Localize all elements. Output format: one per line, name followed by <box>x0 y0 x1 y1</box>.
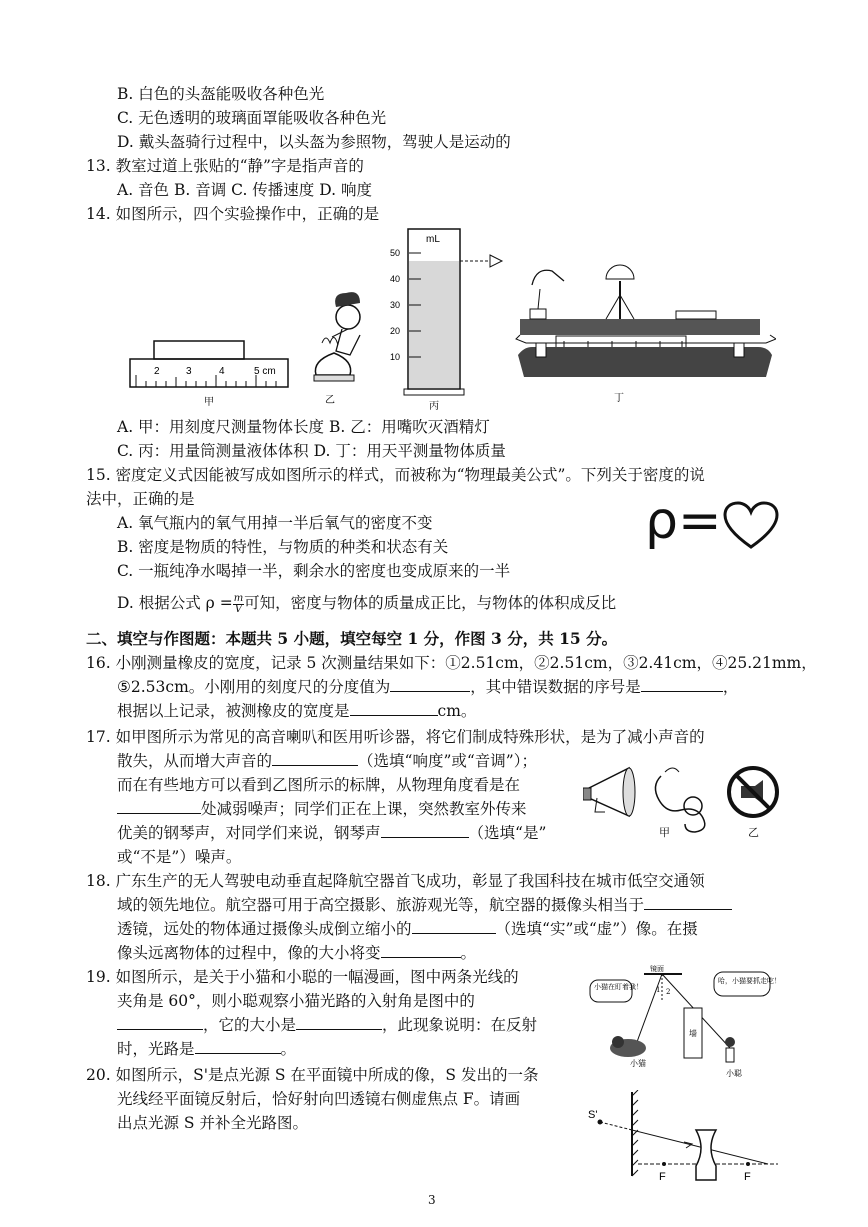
q19-line-2: 夹角是 60°，则小聪观察小猫光路的入射角是图中的 <box>117 992 475 1010</box>
q19-figure-svg <box>588 962 783 1080</box>
q16-line-2 <box>117 676 738 698</box>
concave-lens <box>696 1130 716 1180</box>
mirror-label: 镜面 <box>650 966 664 973</box>
cyl-tick-20: 20 <box>390 326 401 336</box>
cyl-tick-50: 50 <box>390 248 401 258</box>
q20-line-1: 20. 如图所示，S'是点光源 S 在平面镜中所成的像，S 发出的一条 <box>86 1066 539 1084</box>
q17-label-jia: 甲 <box>659 826 670 839</box>
cyl-tick-10: 10 <box>390 352 401 362</box>
q19-line-1: 19. 如图所示，是关于小猫和小聪的一幅漫画，图中两条光线的 <box>86 968 519 986</box>
q20-figure-svg <box>588 1090 783 1185</box>
q14-figure <box>126 225 776 420</box>
q14-options-cd: C. 丙：用量筒测量液体体积 D. 丁：用天平测量物体质量 <box>117 442 506 460</box>
q17-blank-loudness[interactable] <box>272 750 358 766</box>
q16-text-c: ， <box>722 678 739 696</box>
q19-line-4 <box>117 1038 296 1060</box>
alcohol-lamp-diagram <box>314 292 360 406</box>
ruler-tick-3: 3 <box>186 366 192 377</box>
q20-line-3: 出点光源 S 并补全光路图。 <box>117 1114 308 1132</box>
cat-icon <box>610 1036 646 1057</box>
focus-right-label: F <box>744 1171 751 1183</box>
cylinder-unit: mL <box>426 234 440 245</box>
q18-line-1: 18. 广东生产的无人驾驶电动垂直起降航空器首飞成功，彰显了我国科技在城市低空交通领 <box>86 872 705 890</box>
q15-option-c: C. 一瓶纯净水喝掉一半，剩余水的密度也变成原来的一半 <box>117 562 511 580</box>
q15-option-a: A. 氧气瓶内的氧气用掉一半后氧气的密度不变 <box>117 514 433 532</box>
q16-blank-resolution[interactable] <box>390 676 470 692</box>
q18-text-e: 。 <box>460 944 477 962</box>
ruler-diagram <box>130 341 288 408</box>
q17-text-e: （选填“是” <box>468 824 547 842</box>
bubble-left-text: 小猫在盯着我！ <box>594 984 643 991</box>
megaphone-icon <box>583 768 635 816</box>
q17-text-a: 散失，从而增大声音的 <box>117 752 273 770</box>
q17-line-5 <box>117 822 546 844</box>
cat-label: 小猫 <box>630 1059 646 1068</box>
label-ding: 丁 <box>614 393 624 404</box>
fraction-denominator: V <box>234 603 243 615</box>
label-yi: 乙 <box>325 395 335 406</box>
q19-text-a: ，它的大小是 <box>203 1016 297 1034</box>
q20-line-2: 光线经平面镜反射后，恰好射向凹透镜右侧虚焦点 F。请画 <box>117 1090 521 1108</box>
fraction-numerator: m <box>233 592 244 604</box>
q16-line-3 <box>117 700 476 722</box>
label-jia: 甲 <box>204 397 214 408</box>
q18-text-d: 像头远离物体的过程中，像的大小将变 <box>117 944 381 962</box>
q19-blank-angle-name[interactable] <box>117 1014 203 1030</box>
q16-text-d: 根据以上记录，被测橡皮的宽度是 <box>117 702 350 720</box>
boy-label: 小聪 <box>726 1069 742 1078</box>
q18-line-2 <box>117 894 732 916</box>
stethoscope-icon <box>655 768 704 832</box>
q19-blank-reversible[interactable] <box>195 1038 281 1054</box>
q16-line-1: 16. 小刚测量橡皮的宽度，记录 5 次测量结果如下：①2.51cm，②2.51cm，③2.41cm，④25.21mm， <box>86 654 817 672</box>
q19-text-c: 时，光路是 <box>117 1040 195 1058</box>
cyl-tick-30: 30 <box>390 300 401 310</box>
ruler-tick-4: 4 <box>219 366 225 377</box>
q18-blank-lens[interactable] <box>644 894 732 910</box>
q14-options-ab: A. 甲：用刻度尺测量物体长度 B. 乙：用嘴吹灭酒精灯 <box>117 418 490 436</box>
q16-blank-error-index[interactable] <box>641 676 723 692</box>
cyl-tick-40: 40 <box>390 274 401 284</box>
q19-line-3 <box>117 1014 537 1036</box>
q12-option-d: D. 戴头盔骑行过程中，以头盔为参照物，驾驶人是运动的 <box>117 133 511 151</box>
q16-text-a: ⑤2.53cm。小刚用的刻度尺的分度值为 <box>117 678 391 696</box>
q12-option-c: C. 无色透明的玻璃面罩能吸收各种色光 <box>117 109 387 127</box>
q17-line-4 <box>117 798 527 820</box>
q15-stem-1: 15. 密度定义式因能被写成如图所示的样式，而被称为“物理最美公式”。下列关于密度的说 <box>86 466 705 484</box>
q20-figure <box>588 1090 783 1185</box>
q13-stem: 13. 教室过道上张贴的“静”字是指声音的 <box>86 157 364 175</box>
q15-stem-2: 法中，正确的是 <box>86 490 195 508</box>
q15-option-d <box>117 592 616 615</box>
q19-blank-angle-size[interactable] <box>296 1014 382 1030</box>
q16-text-b: ，其中错误数据的序号是 <box>470 678 641 696</box>
angle-2-label: 2 <box>666 988 671 996</box>
ruler-tick-2: 2 <box>154 366 160 377</box>
wall-label: 墙 <box>689 1029 697 1038</box>
q17-label-yi: 乙 <box>748 826 759 839</box>
ruler-tick-5cm: 5 cm <box>254 366 276 377</box>
label-bing: 丙 <box>429 401 439 412</box>
q15-option-d-suffix: 可知，密度与物体的质量成正比，与物体的体积成反比 <box>244 594 617 612</box>
focus-left-label: F <box>659 1171 666 1183</box>
q17-blank-noise[interactable] <box>381 822 469 838</box>
bubble-right-text: 哈，小猫要抓走吃！ <box>718 978 781 985</box>
q18-blank-size[interactable] <box>381 942 461 958</box>
q19-text-d: 。 <box>280 1040 297 1058</box>
q17-blank-where[interactable] <box>117 798 201 814</box>
q17-line-3: 而在有些地方可以看到乙图所示的标牌，从物理角度看是在 <box>117 776 521 794</box>
density-heart-formula <box>645 491 785 559</box>
q17-line-6: 或“不是”）噪声。 <box>117 848 242 866</box>
q18-blank-image-type[interactable] <box>412 918 496 934</box>
no-horn-sign-icon <box>729 768 777 816</box>
q16-text-e: cm。 <box>437 702 477 720</box>
q16-blank-width[interactable] <box>350 700 438 716</box>
q19-text-b: ，此现象说明：在反射 <box>382 1016 538 1034</box>
q17-figure <box>583 758 783 838</box>
density-fraction <box>233 594 244 615</box>
page-number: 3 <box>428 1193 436 1207</box>
angle-1-label: 1 <box>656 986 661 994</box>
s-prime-label: S' <box>588 1109 598 1121</box>
q19-figure <box>588 962 783 1080</box>
q17-line-1: 17. 如甲图所示为常见的高音喇叭和医用听诊器，将它们制成特殊形状，是为了减小声音的 <box>86 728 705 746</box>
q15-option-d-prefix: D. 根据公式 ρ = <box>117 594 233 612</box>
q18-line-4 <box>117 942 476 964</box>
q17-line-2 <box>117 750 537 772</box>
q14-figure-svg <box>126 225 776 420</box>
q13-options: A. 音色 B. 音调 C. 传播速度 D. 响度 <box>117 181 372 199</box>
q18-text-b: 透镜，远处的物体通过摄像头成倒立缩小的 <box>117 920 412 938</box>
section-2-heading: 二、填空与作图题：本题共 5 小题，填空每空 1 分，作图 3 分，共 15 分。 <box>86 629 618 648</box>
rho-equals-text: ρ= <box>645 491 722 551</box>
graduated-cylinder-diagram <box>390 229 502 412</box>
boy-icon <box>725 1037 735 1062</box>
q17-text-b: （选填“响度”或“音调”）； <box>358 752 537 770</box>
q14-stem: 14. 如图所示，四个实验操作中，正确的是 <box>86 205 380 223</box>
q18-line-3 <box>117 918 698 940</box>
q18-text-c: （选填“实”或“虚”）像。在摄 <box>495 920 698 938</box>
q15-option-b: B. 密度是物质的特性，与物质的种类和状态有关 <box>117 538 449 556</box>
heart-icon <box>723 501 779 551</box>
balance-diagram <box>516 265 776 404</box>
q17-text-d: 优美的钢琴声，对同学们来说，钢琴声 <box>117 824 381 842</box>
q17-text-c: 处减弱噪声；同学们正在上课，突然教室外传来 <box>201 800 527 818</box>
q12-option-b: B. 白色的头盔能吸收各种色光 <box>117 85 325 103</box>
q18-text-a: 域的领先地位。航空器可用于高空摄影、旅游观光等，航空器的摄像头相当于 <box>117 896 645 914</box>
